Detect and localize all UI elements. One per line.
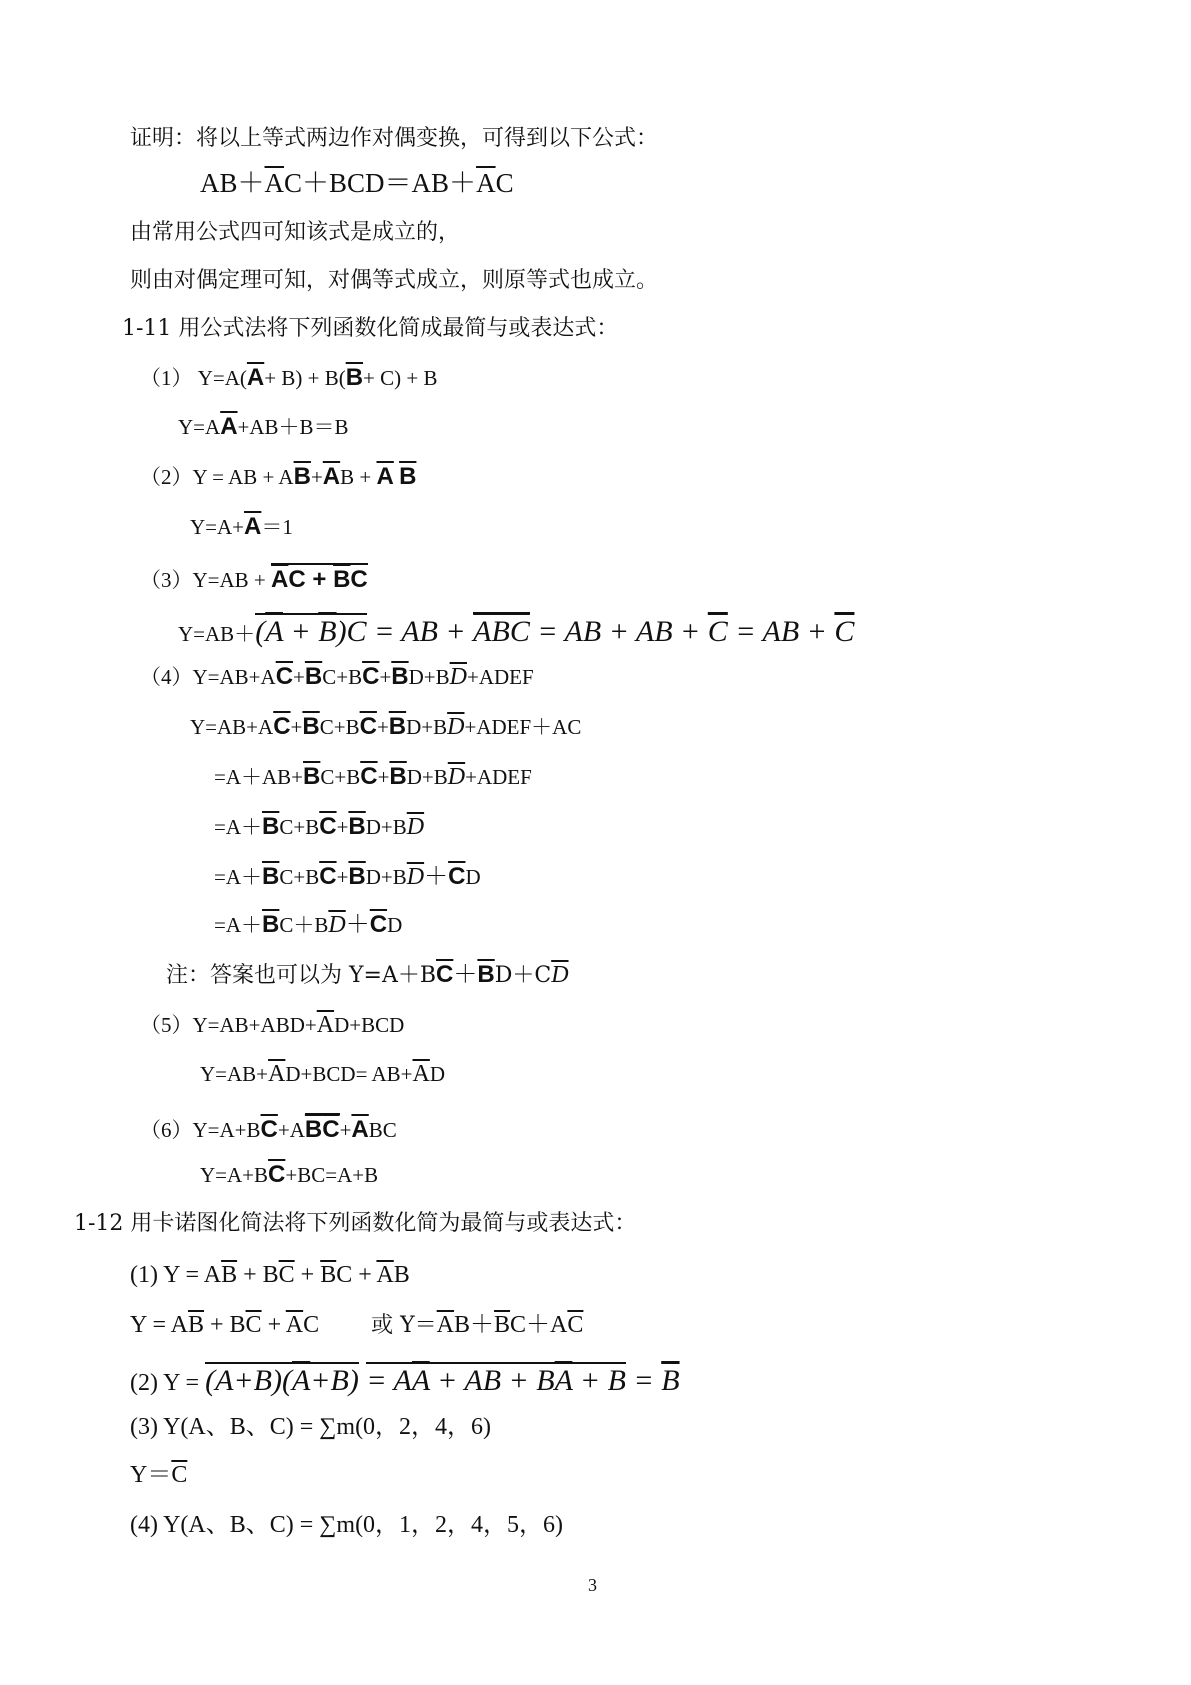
q1-11-5: $(5)Y=AB+ABD+\overline{A}D+BCD$ <box>140 1012 405 1038</box>
proof-line2: 由常用公式四可知该式是成立的， <box>130 220 461 245</box>
a1-11-6: $Y=A+B\overline{C}+BC=A+B$ <box>200 1161 379 1188</box>
q1-12-3: (3) Y(A、B、C) = ∑m(0，2，4，6) <box>130 1414 492 1440</box>
a1-12-3: $Y=\overline{C}$ <box>130 1462 188 1488</box>
a1-11-2: $Y=A+\overline{A}=1$ <box>190 513 293 540</box>
a1-11-4-3: $=A+\overline{B}C+B\overline{C}+\overline{B}D+B\overline{D}$ <box>214 813 425 840</box>
note-1-11-4: 注：答案也可以为 $Y=A+B\overline{C}+\overline{B}D+C\overline{D}$ <box>166 961 569 988</box>
proof-intro: 证明：将以上等式两边作对偶变换，可得到以下公式： <box>130 126 659 151</box>
a1-11-4-2: $=A+AB+\overline{B}C+B\overline{C}+\overline{B}D+B\overline{D}+ADEF$ <box>214 763 532 790</box>
q1-11-1: （1） $Y=A(\overline{A}+ B) + B(\overline{B}+ C) + B$ <box>140 364 438 391</box>
a1-12-1: $Y = A\overline{B} + B\overline{C} + \overline{A}C$ 或 $Y=\overline{A}B+\overline{B}C+A\overline{C}$ <box>130 1312 584 1338</box>
a1-11-4-5: $=A+\overline{B}C+B\overline{D}+\overline{C}D$ <box>214 911 403 938</box>
q1-12-2: (2) $Y = (A+B)(\overline{A}+B) = A\overline{A}$ + AB + $B\overline{A} + B = \overline{B}$ <box>130 1364 680 1397</box>
heading-1-11: 1-11 用公式法将下列函数化简成最简与或表达式： <box>122 316 619 341</box>
heading-1-12: 1-12 用卡诺图化简法将下列函数化简为最简与或表达式： <box>74 1211 637 1236</box>
q1-11-3: $(3)Y=AB + \overline{A}C + \overline{B}C$ <box>140 563 368 592</box>
q1-12-4: (4) Y(A、B、C) = ∑m(0，1，2，4，5，6) <box>130 1512 564 1538</box>
q1-11-2: （2）Y = AB + $A\overline{B}+\overline{A}B + \overline{A}$ $\overline{B}$ <box>140 463 417 490</box>
q1-12-1: (1) $Y = A\overline{B} + B\overline{C} + \overline{B}C + \overline{A}B$ <box>130 1262 410 1288</box>
a1-11-3: $Y=AB+(\overline{A} + \overline{B})C$ = AB + $\overline{ABC}$ = AB + AB + $\overline{C}$ = AB + $\overline{C}$ <box>178 612 854 647</box>
a1-11-4-1: $Y=AB+A\overline{C}+\overline{B}C+B\overline{C}+\overline{B}D+B\overline{D}+ADEF+AC$ <box>190 713 582 740</box>
a1-11-5: $Y=AB+\overline{A}D+BCD= AB+\overline{A}D$ <box>200 1061 446 1087</box>
page-number: 3 <box>588 1575 597 1595</box>
proof-formula: $AB+\overline{A}C+BCD=AB+\overline{A}C$ <box>200 168 514 198</box>
a1-11-1: $Y=A\overline{A}+AB+B=B$ <box>178 413 349 440</box>
proof-line3: 则由对偶定理可知，对偶等式成立，则原等式也成立。 <box>130 268 659 293</box>
a1-11-4-4: $=A+\overline{B}C+B\overline{C}+\overline{B}D+B\overline{D}+\overline{C}D$ <box>214 863 481 890</box>
q1-11-6: $(6)Y=A+B\overline{C}+A\overline{B}\overline{C}+\overline{A}BC$ <box>140 1113 397 1142</box>
q1-11-4: $(4)Y=AB+A\overline{C}+\overline{B}C+B\overline{C}+\overline{B}D+B\overline{D}+ADEF$ <box>140 663 534 690</box>
